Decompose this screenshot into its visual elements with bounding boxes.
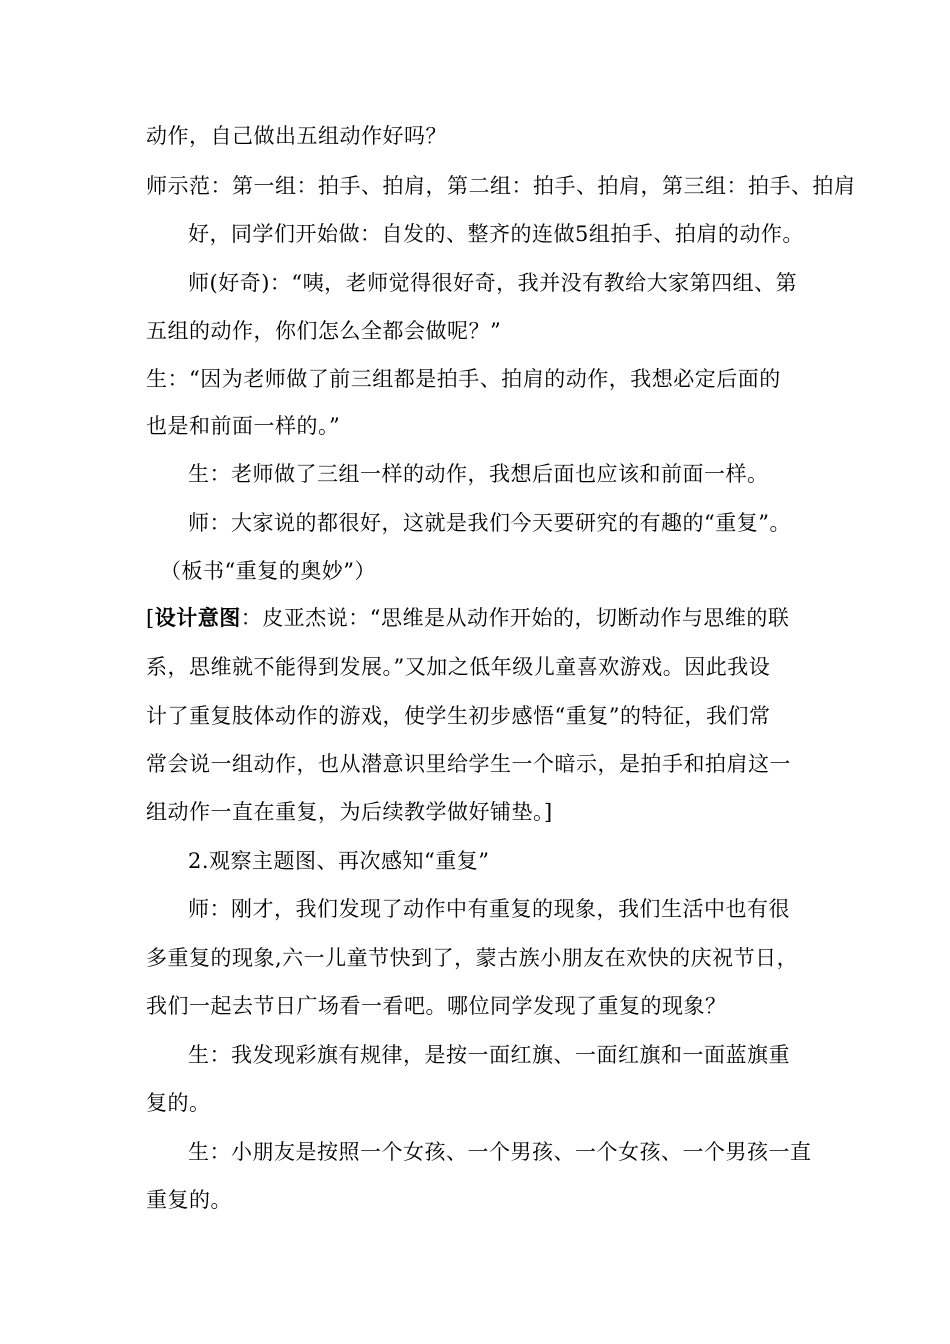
text-line-5: 五组的动作，你们怎么全都会做呢？” (146, 319, 502, 343)
text-line-10: （板书“重复的奥妙”） (160, 559, 376, 583)
text-line-9: 师：大家说的都很好，这就是我们今天要研究的有趣的“重复”。 (188, 511, 791, 535)
text-line-20: 生：我发现彩旗有规律，是按一面红旗、一面红旗和一面蓝旗重 (188, 1043, 790, 1067)
text-line-8: 生：老师做了三组一样的动作，我想后面也应该和前面一样。 (188, 462, 769, 486)
text-line-21: 复的。 (146, 1091, 211, 1115)
open-bracket: [ (146, 606, 155, 630)
text-line-18: 多重复的现象,六一儿童节快到了，蒙古族小朋友在欢快的庆祝节日， (146, 946, 799, 970)
text-line-6: 生：“因为老师做了前三组都是拍手、拍肩的动作，我想必定后面的 (146, 367, 781, 391)
text-line-3: 好，同学们开始做：自发的、整齐的连做5组拍手、拍肩的动作。 (188, 222, 804, 246)
text-line-17: 师：刚才，我们发现了动作中有重复的现象，我们生活中也有很 (188, 897, 790, 921)
text-line-1: 动作，自己做出五组动作好吗？ (146, 124, 447, 148)
text-line-22: 生：小朋友是按照一个女孩、一个男孩、一个女孩、一个男孩一直 (188, 1140, 812, 1164)
section-heading: 2.观察主题图、再次感知“重复” (188, 849, 490, 873)
design-intent-text: ：皮亚杰说：“思维是从动作开始的，切断动作与思维的联 (240, 606, 790, 630)
text-line-19: 我们一起去节日广场看一看吧。哪位同学发现了重复的现象？ (146, 994, 727, 1018)
text-line-23: 重复的。 (146, 1188, 232, 1212)
text-line-13: 计了重复肢体动作的游戏，使学生初步感悟“重复”的特征，我们常 (146, 704, 771, 728)
text-line-14: 常会说一组动作，也从潜意识里给学生一个暗示，是拍手和拍肩这一 (146, 752, 791, 776)
design-intent-label: 设计意图 (154, 605, 241, 630)
text-line-2: 师示范：第一组：拍手、拍肩，第二组：拍手、拍肩，第三组：拍手、拍肩 (146, 174, 856, 198)
text-line-15: 组动作一直在重复，为后续教学做好铺垫。] (146, 800, 553, 824)
text-line-4: 师(好奇)：“咦，老师觉得很好奇，我并没有教给大家第四组、第 (188, 271, 798, 295)
text-line-12: 系，思维就不能得到发展。”又加之低年级儿童喜欢游戏。因此我设 (146, 655, 771, 679)
design-intent-line-1 (146, 604, 789, 632)
text-line-7: 也是和前面一样的。” (146, 414, 341, 438)
